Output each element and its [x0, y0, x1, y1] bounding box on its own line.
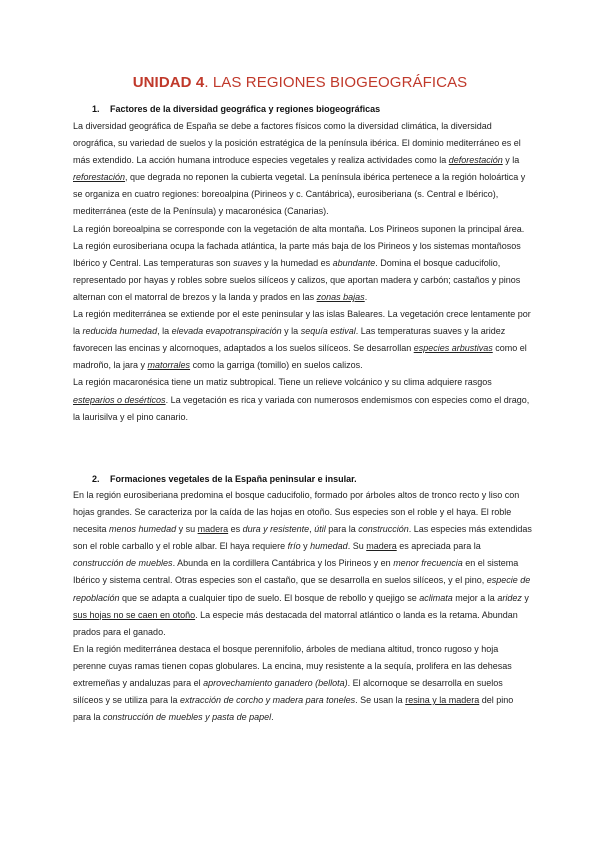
- paragraph: [73, 641, 533, 726]
- paragraph: [73, 306, 533, 374]
- text-run: , la: [157, 326, 172, 337]
- text-run: en el sistema Ibérico y sistema central. Otras especies son el castaño, que se desarrolla en suelos silíceos, y el pino,: [73, 558, 519, 586]
- emphasis-text: frío: [287, 541, 301, 552]
- text-run: . Las temperaturas suaves y la aridez favorecen las encinas y alcornoques, adaptados a los suelos silíceos. Se desarrollan: [73, 326, 506, 354]
- section-body-2: [73, 487, 533, 726]
- emphasis-text: matorrales: [147, 360, 191, 371]
- emphasis-text: menos humedad: [109, 524, 177, 535]
- paragraph: [73, 238, 533, 306]
- text-run: La región eurosiberiana ocupa la fachada atlántica, la parte más baja de los Pirineos y los sistemas montañosos Ibérico y Central. Las temperaturas son: [73, 240, 521, 268]
- text-run: . Domina el bosque caducifolio, representado por hayas y robles sobre suelos silíceos y calizos, que aportan madera y carbón; castaños y pinos alternan con el matorral de brezos y la landa y prados en las: [73, 257, 521, 302]
- emphasis-text: humedad: [310, 541, 348, 552]
- emphasis-text: dura y resistente: [242, 524, 310, 535]
- emphasis-text: útil: [314, 524, 326, 535]
- text-run: En la región eurosiberiana predomina el bosque caducifolio, formado por árboles altos de tronco recto y liso con hojas grandes. Se caracteriza por la caída de las hojas en otoño. Sus especies son el roble y el haya. El roble necesita: [73, 490, 520, 535]
- text-run: , que degrada no reponen la cubierta vegetal. La península ibérica pertenece a la región holoártica y se organiza en cuatro regiones: boreoalpina (Pirineos y c. Cantábrica), eurosiberiana (s. Central e Ibérico), mediterránea (este de la Península) y macaronésica (Canarias).: [73, 172, 526, 217]
- emphasis-text: reducida humedad: [82, 326, 158, 337]
- text-run: y: [300, 541, 311, 552]
- page-title: [0, 74, 600, 91]
- text-run: . El alcornoque se desarrolla en suelos silíceos y se utiliza para la: [73, 678, 503, 706]
- text-run: . La vegetación es rica y variada con numerosos endemismos con especies como el drago, la laurisilva y el pino canario.: [73, 394, 530, 422]
- paragraph: [73, 487, 533, 641]
- emphasis-text: resina y la madera: [405, 695, 480, 706]
- emphasis-text: sequía estival: [300, 326, 356, 337]
- emphasis-text: aridez: [497, 592, 522, 603]
- section-heading-text: Factores de la diversidad geográfica y regiones biogeográficas: [110, 104, 381, 114]
- text-run: es: [228, 524, 243, 535]
- text-run: del pino para la: [73, 695, 514, 723]
- section-heading-text: Formaciones vegetales de la España peninsular e insular.: [110, 474, 357, 484]
- text-run: La región macaronésica tiene un matiz subtropical. Tiene un relieve volcánico y su clima adquiere rasgos: [73, 377, 492, 388]
- text-run: En la región mediterránea destaca el bosque perennifolio, árboles de mediana altitud, tronco rugoso y hoja perenne cuyas ramas tienen copas globulares. La encina, muy resistente a la sequía, prolifera en las dehesas extremeñas y andaluzas para el: [73, 643, 512, 689]
- text-run: . La especie más destacada del matorral atlántico o landa es la retama. Abundan prados para el ganado.: [73, 609, 518, 637]
- text-run: y la: [502, 155, 520, 166]
- text-run: como la garriga (tomillo) en suelos calizos.: [190, 360, 363, 371]
- paragraph: [73, 221, 533, 238]
- text-run: como el madroño, la jara y: [73, 343, 527, 371]
- emphasis-text: especie de repoblación: [73, 575, 531, 603]
- text-run: .: [271, 712, 274, 723]
- paragraph: [73, 118, 533, 221]
- emphasis-text: sus hojas no se caen en otoño: [73, 609, 196, 620]
- paragraph: [73, 374, 533, 425]
- text-run: que se adapta a cualquier tipo de suelo. El bosque de rebollo y quejigo se: [119, 592, 420, 603]
- emphasis-text: madera: [197, 524, 229, 535]
- text-run: ,: [309, 524, 315, 535]
- section-heading-1: [92, 104, 380, 114]
- emphasis-text: construcción de muebles y pasta de papel: [103, 712, 272, 723]
- emphasis-text: esteparios o desérticos: [73, 394, 166, 405]
- emphasis-text: menor frecuencia: [393, 558, 463, 569]
- text-run: para la: [325, 524, 359, 535]
- text-run: y la: [281, 326, 301, 337]
- emphasis-text: construcción de muebles: [73, 558, 173, 569]
- emphasis-text: deforestación: [448, 155, 503, 166]
- emphasis-text: abundante: [332, 257, 376, 268]
- emphasis-text: aclimata: [419, 592, 453, 603]
- text-run: y su: [176, 524, 198, 535]
- section-body-1: [73, 118, 533, 426]
- unit-label: UNIDAD 4: [132, 74, 205, 91]
- text-run: es apreciada para la: [396, 541, 481, 552]
- text-run: .: [364, 291, 368, 302]
- text-run: y la humedad es: [261, 257, 333, 268]
- section-number: 2.: [92, 474, 100, 484]
- text-run: . Su: [347, 541, 367, 552]
- emphasis-text: construcción: [358, 524, 409, 535]
- emphasis-text: elevada evapotranspiración: [171, 326, 282, 337]
- text-run: . Las especies más extendidas son el roble carballo y el roble albar. El haya requiere: [73, 524, 532, 552]
- section-heading-2: [92, 474, 357, 484]
- text-run: . Abunda en la cordillera Cantábrica y los Pirineos y en: [172, 558, 394, 569]
- unit-title: . LAS REGIONES BIOGEOGRÁFICAS: [204, 74, 468, 91]
- emphasis-text: zonas bajas: [316, 291, 365, 302]
- emphasis-text: especies arbustivas: [413, 343, 493, 354]
- emphasis-text: madera: [366, 541, 397, 552]
- emphasis-text: suaves: [233, 257, 262, 268]
- text-run: La región boreoalpina se corresponde con la vegetación de alta montaña. Los Pirineos suponen la principal área.: [73, 223, 525, 234]
- text-run: y: [521, 592, 529, 603]
- emphasis-text: reforestación: [73, 172, 126, 183]
- emphasis-text: extracción de corcho y madera para toneles: [180, 695, 356, 706]
- text-run: mejor a la: [452, 592, 498, 603]
- text-run: . Se usan la: [355, 695, 406, 706]
- section-number: 1.: [92, 104, 100, 114]
- emphasis-text: aprovechamiento ganadero (bellota): [203, 678, 348, 689]
- text-run: La diversidad geográfica de España se debe a factores físicos como la diversidad climática, la diversidad orográfica, su variedad de suelos y la posición estratégica de la península ibérica. El dominio mediterráneo es el más extendido. La acción humana introduce especies vegetales y realiza actividades como la: [73, 121, 521, 166]
- text-run: La región mediterránea se extiende por el este peninsular y las islas Baleares. La vegetación crece lentamente por la: [73, 309, 531, 337]
